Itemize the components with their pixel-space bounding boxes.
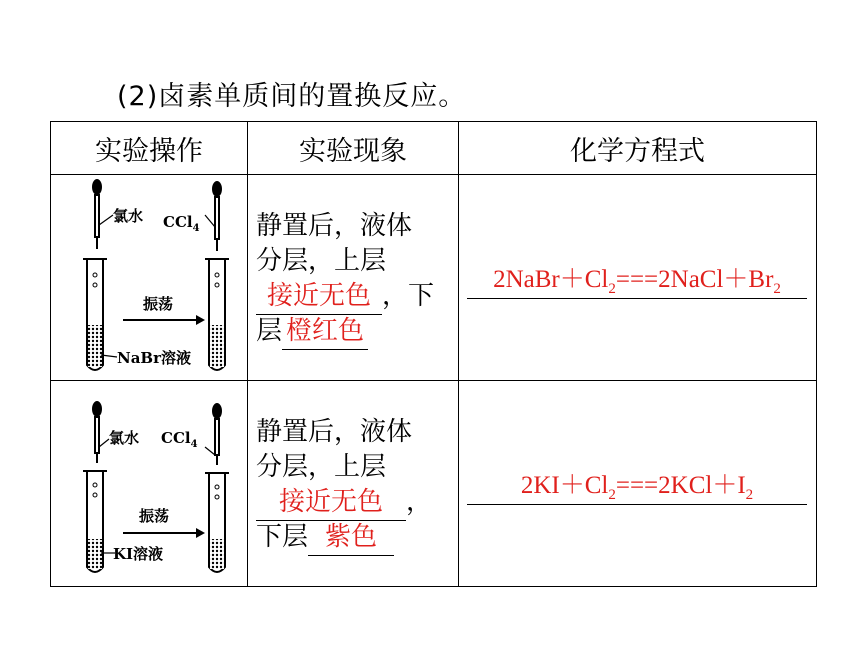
- label-ccl4: CCl$_4$: [161, 429, 198, 450]
- answer-blank: 橙红色: [282, 314, 368, 350]
- reaction-table: [50, 121, 817, 587]
- obs-line: 接近无色 ，下: [256, 279, 434, 315]
- apparatus-figure-nabr: [51, 175, 247, 380]
- phenomenon-cell: [248, 175, 459, 381]
- header-operation: 实验操作: [51, 122, 248, 175]
- obs-line: 下层 紫色: [256, 520, 394, 556]
- table-header-row: [51, 122, 817, 175]
- table-row: [51, 175, 817, 381]
- header-phenomenon: 实验现象: [248, 122, 459, 175]
- label-shake: 振荡: [143, 295, 174, 313]
- obs-line: 分层，上层: [256, 246, 387, 276]
- equation-cell: [459, 381, 817, 587]
- answer-blank: 接近无色: [256, 279, 382, 315]
- equation-answer: $2NaBr+Cl_2===2NaCl+Br_2$: [467, 259, 807, 299]
- obs-line: 静置后，液体: [256, 417, 413, 447]
- label-chlorine-water: 氯水: [113, 207, 144, 225]
- label-solution: KI溶液: [113, 545, 164, 563]
- operation-cell: [51, 381, 248, 587]
- answer-blank: 接近无色: [256, 485, 406, 521]
- label-solution: NaBr溶液: [117, 349, 192, 367]
- phenomenon-cell: [248, 381, 459, 587]
- operation-cell: [51, 175, 248, 381]
- label-shake: 振荡: [139, 507, 170, 525]
- answer-blank: 紫色: [308, 520, 394, 556]
- equation-cell: [459, 175, 817, 381]
- apparatus-figure-ki: [51, 381, 247, 586]
- obs-line: 静置后，液体: [256, 211, 413, 241]
- equation-answer: $2KI+Cl_2===2KCl+I_2$: [467, 465, 807, 505]
- obs-line: 分层，上层: [256, 452, 387, 482]
- obs-line: 层 橙红色: [256, 314, 368, 350]
- section-heading: (2)卤素单质间的置换反应。: [117, 81, 467, 112]
- obs-line: 接近无色 ，: [256, 485, 432, 521]
- label-ccl4: CCl$_4$: [163, 213, 200, 234]
- header-equation: 化学方程式: [459, 122, 817, 175]
- label-chlorine-water: 氯水: [109, 429, 140, 447]
- table-row: [51, 381, 817, 587]
